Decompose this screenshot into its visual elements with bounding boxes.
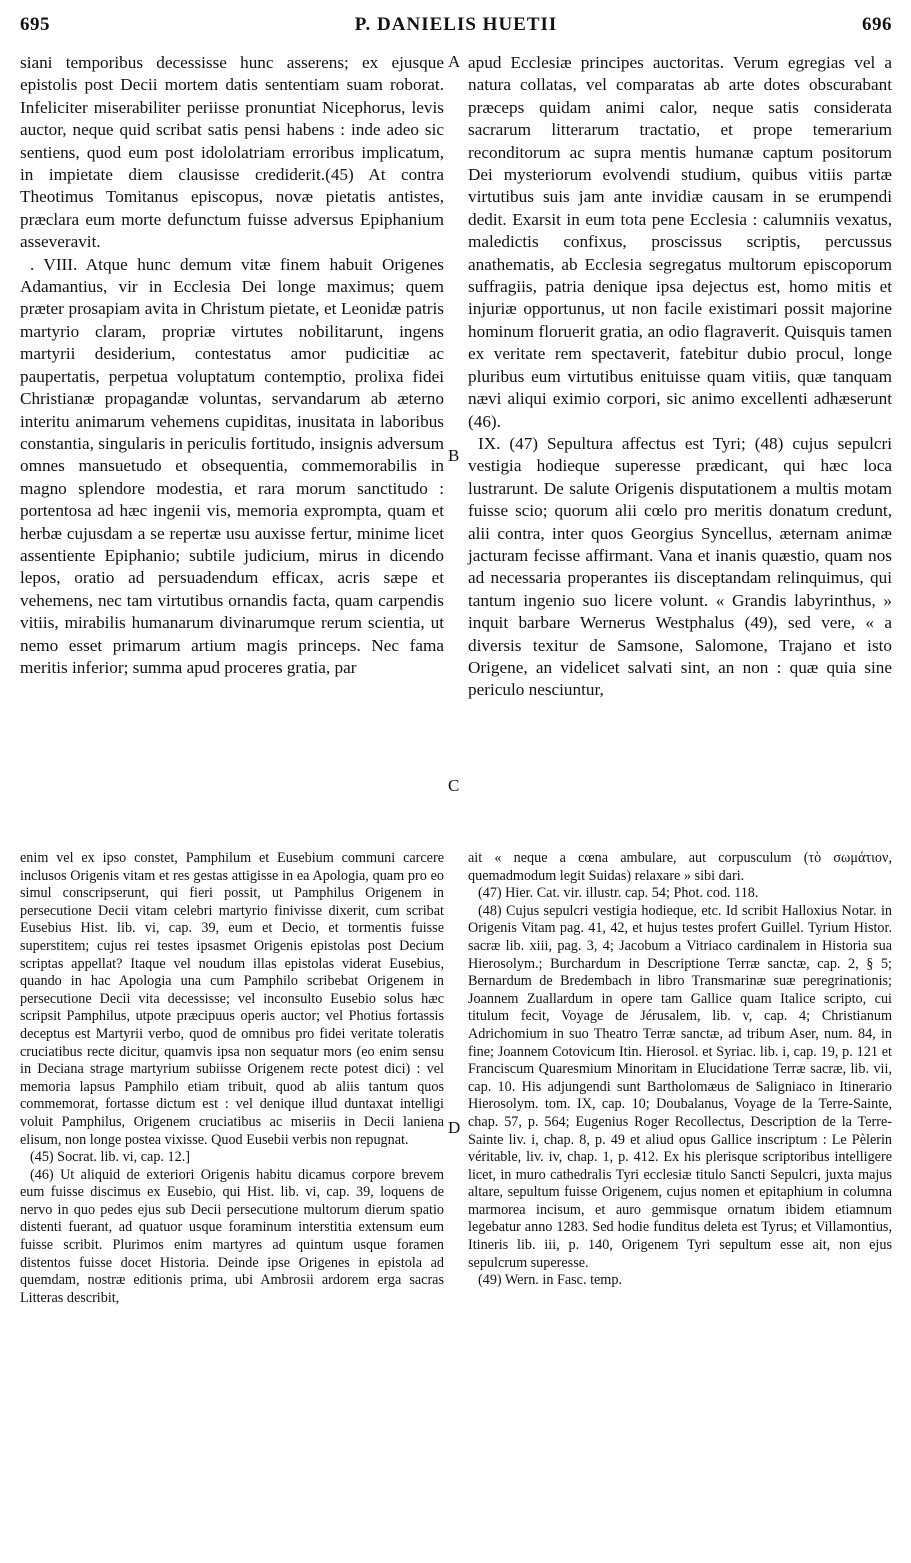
page-number-right: 696 <box>862 14 892 35</box>
footnote-49: (49) Wern. in Fasc. temp. <box>478 1272 622 1289</box>
main-text-right-column <box>468 52 892 702</box>
page-number-left: 695 <box>20 14 50 35</box>
paragraph-ix: IX. (47) Sepultura affectus est Tyri; (48) cujus sepulcri vestigia hodieque superesse prædicant, qui hæc loca lustrarunt. De salute Origenis disputationem a multis motam fuisse scio; quorum alii cœlo pro meritis donatum credunt, alii contra, inter quos Georgius Syncellus, æternam animæ jacturam fecisse affirmant. Vana et inanis quæstio, quam nos ad necessaria properantes iis disceptandam relinquimus, qui tantum ingenio suo licere volunt. « Grandis labyrinthus, » inquit barbare Wernerus Westphalus (49), sed vere, « a diversis texitur de Samsone, Salomone, Trajano et isto Origene, an videlicet salvati sint, an non : quæ quia sine periculo nesciuntur, <box>468 433 892 700</box>
paragraph-vii-end: siani temporibus decessisse hunc asserens; ex ejusque epistolis post Decii mortem datis sententiam suam roborat. Infeliciter miserabiliter periisse pronuntiat Nicephorus, levis auctor, neque quid scribat satis pensi habens : inde adeo sic sentiens, quod eum post idololatriam erroribus implicatum, in impietate diem clausisse crediderit.(45) At contra Theotimus Tomitanus episcopus, novæ pietatis antistes, præclara eum morte defunctum fuisse adversus Epiphanium asseveravit. <box>20 53 444 252</box>
main-text-left-column <box>20 52 444 679</box>
footnote-45: (45) Socrat. lib. vi, cap. 12.] <box>30 1149 190 1166</box>
margin-marker-d: D <box>448 1118 461 1137</box>
running-title: P. DANIELIS HUETII <box>354 14 558 35</box>
paragraph-viii-end: apud Ecclesiæ principes auctoritas. Verum egregias vel a natura collatas, vel comparatas ab arte dotes obscurabant præceps quidam animi calor, neque satis considerata sacrarum litterarum tractatio, et prope temerarium reconditorum ac supra mentis humanæ captum positorum Dei mysteriorum evolvendi studium, quibus vitiis partæ virtutibus suis jam ante invidiæ causam in se erumpendi dedit. Exarsit in eum tota pene Ecclesia : calumniis vexatus, maledictis confixus, proscissus scriptis, percussus anathematis, ab Ecclesia segregatus multorum episcoporum suffragiis, patria denique ipsa dejectus est, homo mitis et injuriæ opportunus, ut non facile existimari possit majorine hominum floruerit gratia, an odio flagraverit. Quisquis tamen ex veritate rem spectaverit, fatebitur dubio procul, longe pluribus eum virtutibus enituisse quam vitiis, quæ tanquam nævi aliqui eximio corpori, sic animo excellenti adhæserunt (46). <box>468 53 892 431</box>
paragraph-viii: . VIII. Atque hunc demum vitæ finem habuit Origenes Adamantius, vir in Ecclesia Dei longe maximus; quem præter prosapiam avita in Christum pietate, et Leonidæ patris martyrio claram, propriæ virtutes nobilitarunt, ingens martyrii desiderium, contestatus amor pudicitiæ ac paupertatis, perpetua voluptatum contemptio, prolixa fidei Christianæ propagandæ voluntas, servandarum ab æterno interitu animarum vehemens cupiditas, inusitata in laboribus constantia, singularis in periculis fortitudo, insignis adversum omnes mansuetudo et obsequentia, commemorabilis in magno splendore modestia, et rara morum sanctitudo : portentosa ad hæc ingenii vis, memoria exprompta, quam et herbæ cujusdam a se repertæ usu auxisse fertur, minime licet assentiente Epiphanio; subtile judicium, mirus in dicendo lepos, oratio ad persuadendum efficax, acris sæpe et vehemens, nec tam virtutibus ornandis facta, quam carpendis vitiis, mirabilis humanarum divinarumque rerum scientia, ut nemo esset primarum artium magis princeps. Nec fama meritis inferior; summa apud proceres gratia, par <box>20 254 444 677</box>
footnote-48: (48) Cujus sepulcri vestigia hodieque, etc. Id scribit Halloxius Notar. in Origenis Vitam pag. 41, 42, et hujus testes profert Guillel. Tyrium Histor. sacræ lib. xiii, pag. 3, 4; Jacobum a Vitriaco cardinalem in Historia sua Hierosolym.; Burchardum in Descriptione Terræ sanctæ, cap. 2, § 5; Bernardum de Bredembach in libro Transmarinæ suæ peregrinationis; Joannem Zuallardum in opere tam Gallice quam Italice scripto, cui titulum fecit, Voyage de Jérusalem, lib. v, cap. 4; Christianum Adrichomium in suo Theatro Terræ sanctæ, ad tribum Aser, num. 84, in fine; Joannem Cotovicum Itin. Hierosol. et Syriac. lib. i, cap. 19, p. 121 et Franciscum Quaresmium Minoritam in Elucidatione Terræ sacræ, lib. vii, cap. 10. His adjungendi sunt Bartholomæus de Saligniaco in Itinerario Hierosolym. tom. IX, cap. 10; Doubalanus, Voyage de la Terre-Sainte, chap. 57, p. 564; Eugenius Roger Recollectus, Description de la Terre-Sainte liv. i, chap. 8, p. 49 et aliud opus Gallice inscriptum : Le Pèlerin véritable, liv. iv, chap. 1, p. 412. Ex his plerisque scriptoribus intelligere licet, in muro cathedralis Tyri ecclesiæ titulo Sancti Sepulcri, juxta majus altare, sepultum fuisse Origenem, cujus nomen et epitaphium in columna marmorea incisum, et auro gemmisque ornatum ibidem etiamnum legebatur anno 1283. Sed hodie funditus deleta est Tyrus; et Villamontius, Itineris lib. iii, p. 140, Origenem Tyri sepultum esse ait, non ejus sepulcrum superesse. <box>468 902 892 1271</box>
footnote-47: (47) Hier. Cat. vir. illustr. cap. 54; Phot. cod. 118. <box>478 885 759 902</box>
footnote-46: (46) Ut aliquid de exteriori Origenis habitu dicamus corpore brevem eum fuisse discimus ex Eusebio, qui Hist. lib. vi, cap. 39, loquens de nervo in quo pedes ejus sub Decii persecutione multorum dierum spatio distenti fuerant, ad quatuor usque foraminum interstitia extensum eum fuisse scribit. Plurimos enim martyres ad quintum usque foramen distentos fuisse docet Historia. Deinde ipse Origenes in epistola ad quemdam, nostræ editionis prima, ubi Ambrosii ardorem erga sacras Litteras describit, <box>20 1166 444 1306</box>
margin-marker-a: A <box>448 52 461 71</box>
footnote-46-continued: ait « neque a cœna ambulare, aut corpusculum (τὸ σωμάτιον, quemadmodum legit Suidas) relaxare » sibi dari. <box>468 850 892 884</box>
page-header <box>20 14 892 40</box>
footnotes-right-column <box>468 850 892 1290</box>
footnote-44-continued: enim vel ex ipso constet, Pamphilum et Eusebium communi carcere inclusos Origenis vitam et res gestas attigisse in ea Apologia, quam pro eo simul conscripserunt, qui fieri possit, ut Pamphilus Origenem in persecutione Decii vitam celebri martyrio finivisse dixerit, cum scribat Eusebius Hist. lib. vi, cap. 39, eum et Decio, et tormentis fuisse superstitem; cujus rei testes ipsasmet Origenis epistolas post Decium scriptas appellat? Itaque vel noudum illas epistolas viderat Eusebius, quando in hac Apologia una cum Pamphilo scribebat Origenem in persecutione Decii vita decessisse; vel inconsulto Eusebio solus hæc scripsit Pamphilus, utpote præcipuus operis auctor; vel Photius fortassis deceptus est Martyrii verbo, quod de omnibus pro fidei veritate toleratis cruciatibus recte dicitur, quamvis ipsa non sequatur mors (eo enim sensu in Deciana strage martyrium subiisse Origenem recte potest dici) : vel memoria lapsus Pamphilo etiam tribuit, quod ab aliis tantum quos commemorat, fortasse dictum est : vel denique illud duntaxat intelligi voluit Pamphilus, Origenem cruciatibus ac miseriis in Decii laniena elisum, non longe postea vixisse. Quod Eusebii verbis non repugnat. <box>20 850 444 1148</box>
footnotes-left-column <box>20 850 444 1307</box>
margin-marker-b: B <box>448 446 460 465</box>
margin-marker-c: C <box>448 776 460 795</box>
